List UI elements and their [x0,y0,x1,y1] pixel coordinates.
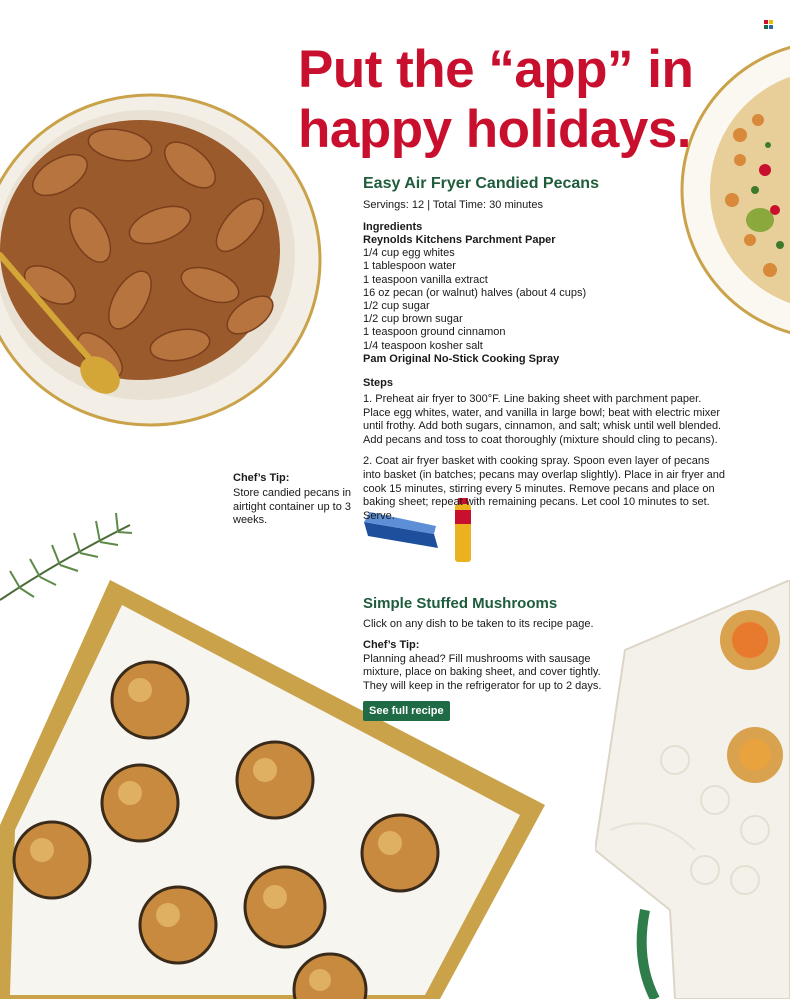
step-2: 2. Coat air fryer basket with cooking spray. Spoon even layer of pecans into basket (in batches; pecans may overlap slightly). Place in air fryer and cook 15 minutes, stirring every 5 minutes. Remove pecans and place on baking sheet; repeat with remaining pecans. Let cool 10 minutes to set. Serve. [363,455,725,522]
ingredient-item: 1 teaspoon ground cinnamon [363,326,506,339]
chef-tip-label: Chef’s Tip: [363,639,420,652]
see-full-recipe-button[interactable]: See full recipe [363,701,450,721]
chef-tip-text: Store candied pecans in airtight container up to 3 weeks. [233,487,352,527]
step-1: 1. Preheat air fryer to 300°F. Line baking sheet with parchment paper. Place egg whites, water, and vanilla in large bowl; beat with electric mixer until frothy. Add both sugars, cinnamon, and salt; whisk until well blended. Add pecans and toss to coat thoroughly (mixture should cling to pecans). [363,393,722,446]
ingredient-item: 1/4 teaspoon kosher salt [363,339,483,352]
ingredient-item: 1/2 cup sugar [363,300,430,313]
ingredient-item: Reynolds Kitchens Parchment Paper [363,234,556,246]
ingredient-item: 1/4 cup egg whites [363,247,455,260]
ingredients-list [363,234,728,366]
brand-logo [764,20,774,30]
ingredient-item: 1 tablespoon water [363,260,456,273]
steps-heading: Steps [363,377,393,390]
ingredient-item: 16 oz pecan (or walnut) halves (about 4 cups) [363,286,587,299]
recipe-title[interactable]: Easy Air Fryer Candied Pecans [363,175,599,192]
ingredient-item: 1 teaspoon vanilla extract [363,273,488,286]
click-note: Click on any dish to be taken to its recipe page. [363,618,594,630]
candied-pecans-bowl-image[interactable] [0,85,330,435]
ingredient-item: 1/2 cup brown sugar [363,313,463,326]
chef-tip-text: Planning ahead? Fill mushrooms with sausage mixture, place on baking sheet, and cover tightly. They will keep in the refrigerator for up to 2 days. [363,652,602,692]
chef-tip-pecans [233,472,358,528]
headline: Put the “app” in happy holidays. [298,40,694,159]
chef-tip-label: Chef’s Tip: [233,472,290,484]
phyllo-cups-platter-image[interactable] [595,580,790,999]
ingredients-heading: Ingredients [363,221,423,233]
candied-pecans-recipe [363,174,728,531]
recipe-title[interactable]: Simple Stuffed Mushrooms [363,595,558,612]
stuffed-mushrooms-recipe [363,594,623,721]
ingredient-item: Pam Original No-Stick Cooking Spray [363,352,560,365]
recipe-meta: Servings: 12 | Total Time: 30 minutes [363,199,543,211]
